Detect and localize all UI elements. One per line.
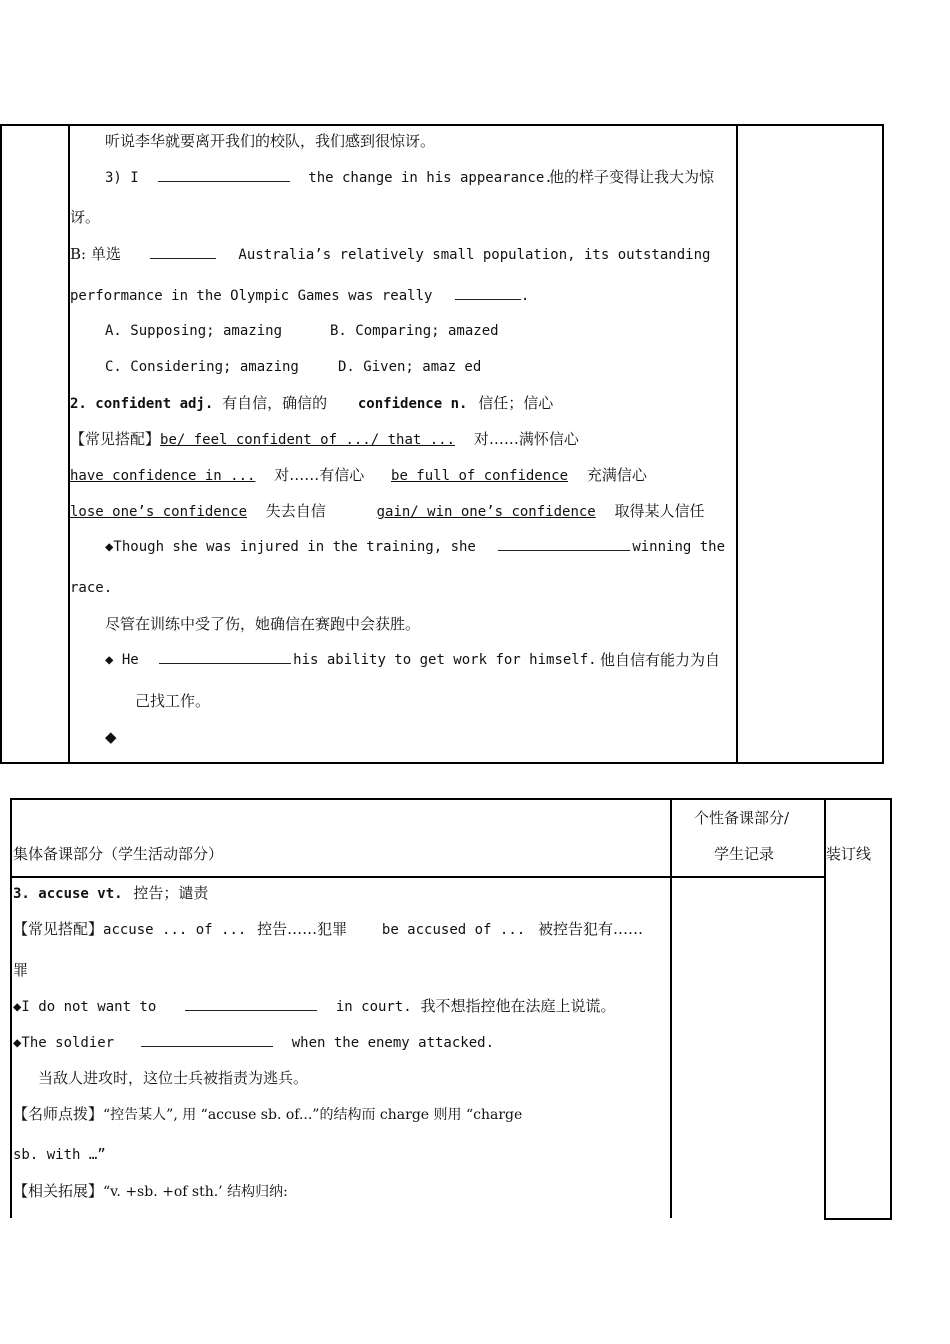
example-though-cont: race. <box>70 580 113 596</box>
option-c: C. Considering; amazing <box>105 359 299 375</box>
example-soldier: ◆The soldier when the enemy attacked. <box>13 1035 495 1051</box>
related-extension: 【相关拓展】“v. +sb. +of sth.’ 结构归纳: <box>13 1182 288 1200</box>
header-student-record: 学生记录 <box>714 845 775 863</box>
accuse-collocation-cont: 罪 <box>13 961 29 979</box>
answer-blank[interactable] <box>150 246 216 259</box>
top-table-col2-divider <box>736 124 738 764</box>
exercise-3-chinese-cont: 讶。 <box>70 208 101 226</box>
teacher-tip-cont: sb. with …” <box>13 1147 106 1163</box>
answer-blank[interactable] <box>159 651 291 664</box>
answer-blank[interactable] <box>158 169 290 182</box>
teacher-tip: 【名师点拨】“控告某人”, 用 “accuse sb. of...”的结构而 charge 则用 “charge <box>13 1105 523 1123</box>
example-though: ◆Though she was injured in the training, she winning the <box>105 539 726 555</box>
bottom-table-header-divider <box>10 876 824 878</box>
bottom-table-bottom-border <box>824 1218 892 1220</box>
bottom-table-col-divider-1 <box>670 798 672 1218</box>
answer-blank[interactable] <box>498 538 630 551</box>
multiple-choice-question: B: 单选 Australia’s relatively small population, its outstanding <box>70 245 711 263</box>
vocab-accuse-heading: 3. accuse vt. 控告；谴责 <box>13 884 209 902</box>
example-empty-bullet: ◆ <box>105 728 117 746</box>
option-a: A. Supposing; amazing <box>105 323 283 339</box>
example-he-chinese-cont: 己找工作。 <box>135 692 211 710</box>
header-personal-prep: 个性备课部分/ <box>694 809 790 827</box>
collocation-row-3: lose one’s confidence 失去自信 gain/ win one’s confidence 取得某人信任 <box>70 502 705 520</box>
option-d: D. Given; amaz ed <box>338 359 482 375</box>
answer-blank[interactable] <box>141 1034 273 1047</box>
option-b: B. Comparing; amazed <box>330 323 499 339</box>
exercise-3-chinese: 他的样子变得让我大为惊 <box>549 168 715 186</box>
bottom-table-top-border <box>10 798 892 800</box>
bottom-table-right-border <box>890 798 892 1220</box>
header-binding-line: 装订线 <box>826 845 872 863</box>
example-court: ◆I do not want to in court. 我不想指控他在法庭上说谎。 <box>13 997 616 1015</box>
example-he: ◆ He his ability to get work for himself. <box>105 652 597 668</box>
example-he-chinese: 他自信有能力为自 <box>600 651 721 669</box>
accuse-collocation: 【常见搭配】accuse ... of ... 控告……犯罪 be accused of ... 被控告犯有…… <box>13 920 643 938</box>
exercise-3: 3) I the change in his appearance. <box>105 170 553 186</box>
answer-blank[interactable] <box>185 998 317 1011</box>
collocation-row-1: 【常见搭配】be/ feel confident of .../ that ... 对……满怀信心 <box>70 430 579 448</box>
vocab-confident-heading: 2. confident adj. 有自信，确信的 confidence n. 信任；信心 <box>70 394 554 412</box>
multiple-choice-question-cont: performance in the Olympic Games was really . <box>70 288 530 304</box>
sentence-li-hua: 听说李华就要离开我们的校队，我们感到很惊讶。 <box>105 132 436 150</box>
example-though-chinese: 尽管在训练中受了伤，她确信在赛跑中会获胜。 <box>105 615 421 633</box>
answer-blank[interactable] <box>455 287 521 300</box>
example-soldier-chinese: 当敌人进攻时，这位士兵被指责为逃兵。 <box>38 1069 309 1087</box>
header-collective-prep: 集体备课部分（学生活动部分） <box>13 845 224 863</box>
collocation-row-2: have confidence in ... 对……有信心 be full of confidence 充满信心 <box>70 466 647 484</box>
bottom-table-left-border <box>10 798 12 1218</box>
